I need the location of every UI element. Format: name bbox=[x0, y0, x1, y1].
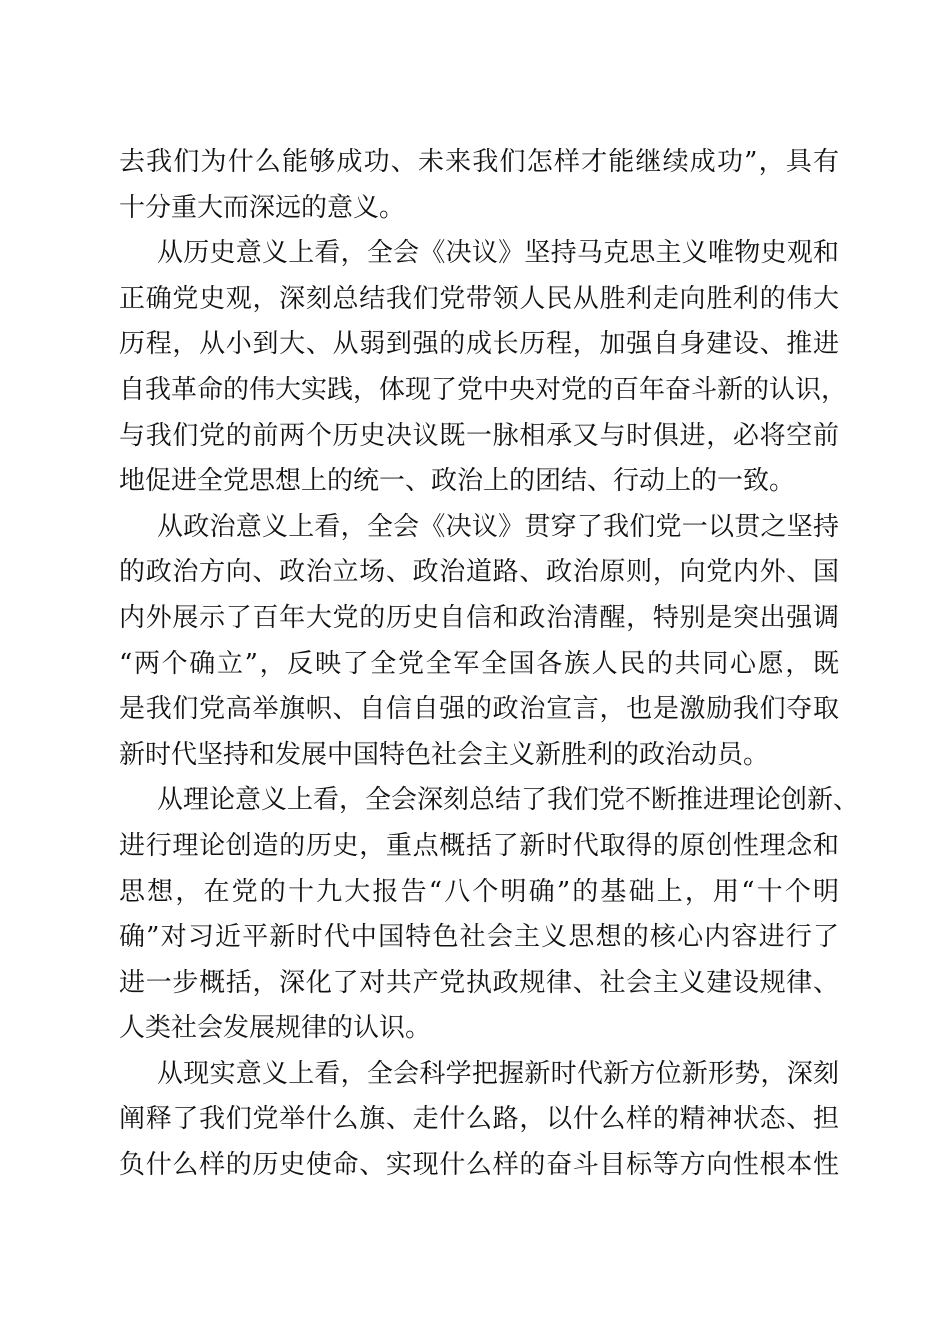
text-line: 新时代坚持和发展中国特色社会主义新胜利的政治动员。 bbox=[119, 739, 770, 770]
paragraph bbox=[119, 778, 860, 1052]
text-line: 是我们党高举旗帜、自信自强的政治宣言，也是激励我们夺取 bbox=[119, 694, 839, 725]
document-body bbox=[119, 140, 860, 1189]
text-line: 从理论意义上看，全会深刻总结了我们党不断推进理论创新、 bbox=[157, 785, 860, 816]
text-line: 负什么样的历史使命、实现什么样的奋斗目标等方向性根本性 bbox=[119, 1150, 839, 1181]
text-line: 内外展示了百年大党的历史自信和政治清醒，特别是突出强调 bbox=[119, 602, 839, 633]
text-line: 人类社会发展规律的认识。 bbox=[119, 1013, 432, 1044]
text-line: 自我革命的伟大实践，体现了党中央对党的百年奋斗新的认识， bbox=[119, 374, 848, 405]
paragraph bbox=[119, 231, 848, 505]
text-line: 进行理论创造的历史，重点概括了新时代取得的原创性理念和 bbox=[119, 830, 839, 861]
text-line: 的政治方向、政治立场、政治道路、政治原则，向党内外、国 bbox=[119, 557, 839, 588]
text-line: “两个确立”，反映了全党全军全国各族人民的共同心愿，既 bbox=[119, 648, 839, 679]
text-line: 从历史意义上看，全会《决议》坚持马克思主义唯物史观和 bbox=[157, 238, 839, 269]
text-line: 阐释了我们党举什么旗、走什么路，以什么样的精神状态、担 bbox=[119, 1104, 839, 1135]
text-line: 地促进全党思想上的统一、政治上的团结、行动上的一致。 bbox=[119, 466, 796, 497]
paragraph bbox=[119, 1052, 839, 1189]
paragraph bbox=[119, 140, 839, 231]
paragraph bbox=[119, 505, 839, 779]
text-line: 从现实意义上看，全会科学把握新时代新方位新形势，深刻 bbox=[157, 1058, 839, 1089]
text-line: 进一步概括，深化了对共产党执政规律、社会主义建设规律、 bbox=[119, 967, 839, 998]
text-line: 从政治意义上看，全会《决议》贯穿了我们党一以贯之坚持 bbox=[157, 511, 839, 542]
text-line: 确”对习近平新时代中国特色社会主义思想的核心内容进行了 bbox=[119, 922, 839, 953]
text-line: 与我们党的前两个历史决议既一脉相承又与时俱进，必将空前 bbox=[119, 420, 839, 451]
text-line: 历程，从小到大、从弱到强的成长历程，加强自身建设、推进 bbox=[119, 329, 839, 360]
text-line: 思想，在党的十九大报告“八个明确”的基础上，用“十个明 bbox=[119, 876, 839, 907]
text-line: 十分重大而深远的意义。 bbox=[119, 192, 406, 223]
text-line: 正确党史观，深刻总结我们党带领人民从胜利走向胜利的伟大 bbox=[119, 283, 839, 314]
text-line: 去我们为什么能够成功、未来我们怎样才能继续成功”，具有 bbox=[119, 147, 839, 177]
